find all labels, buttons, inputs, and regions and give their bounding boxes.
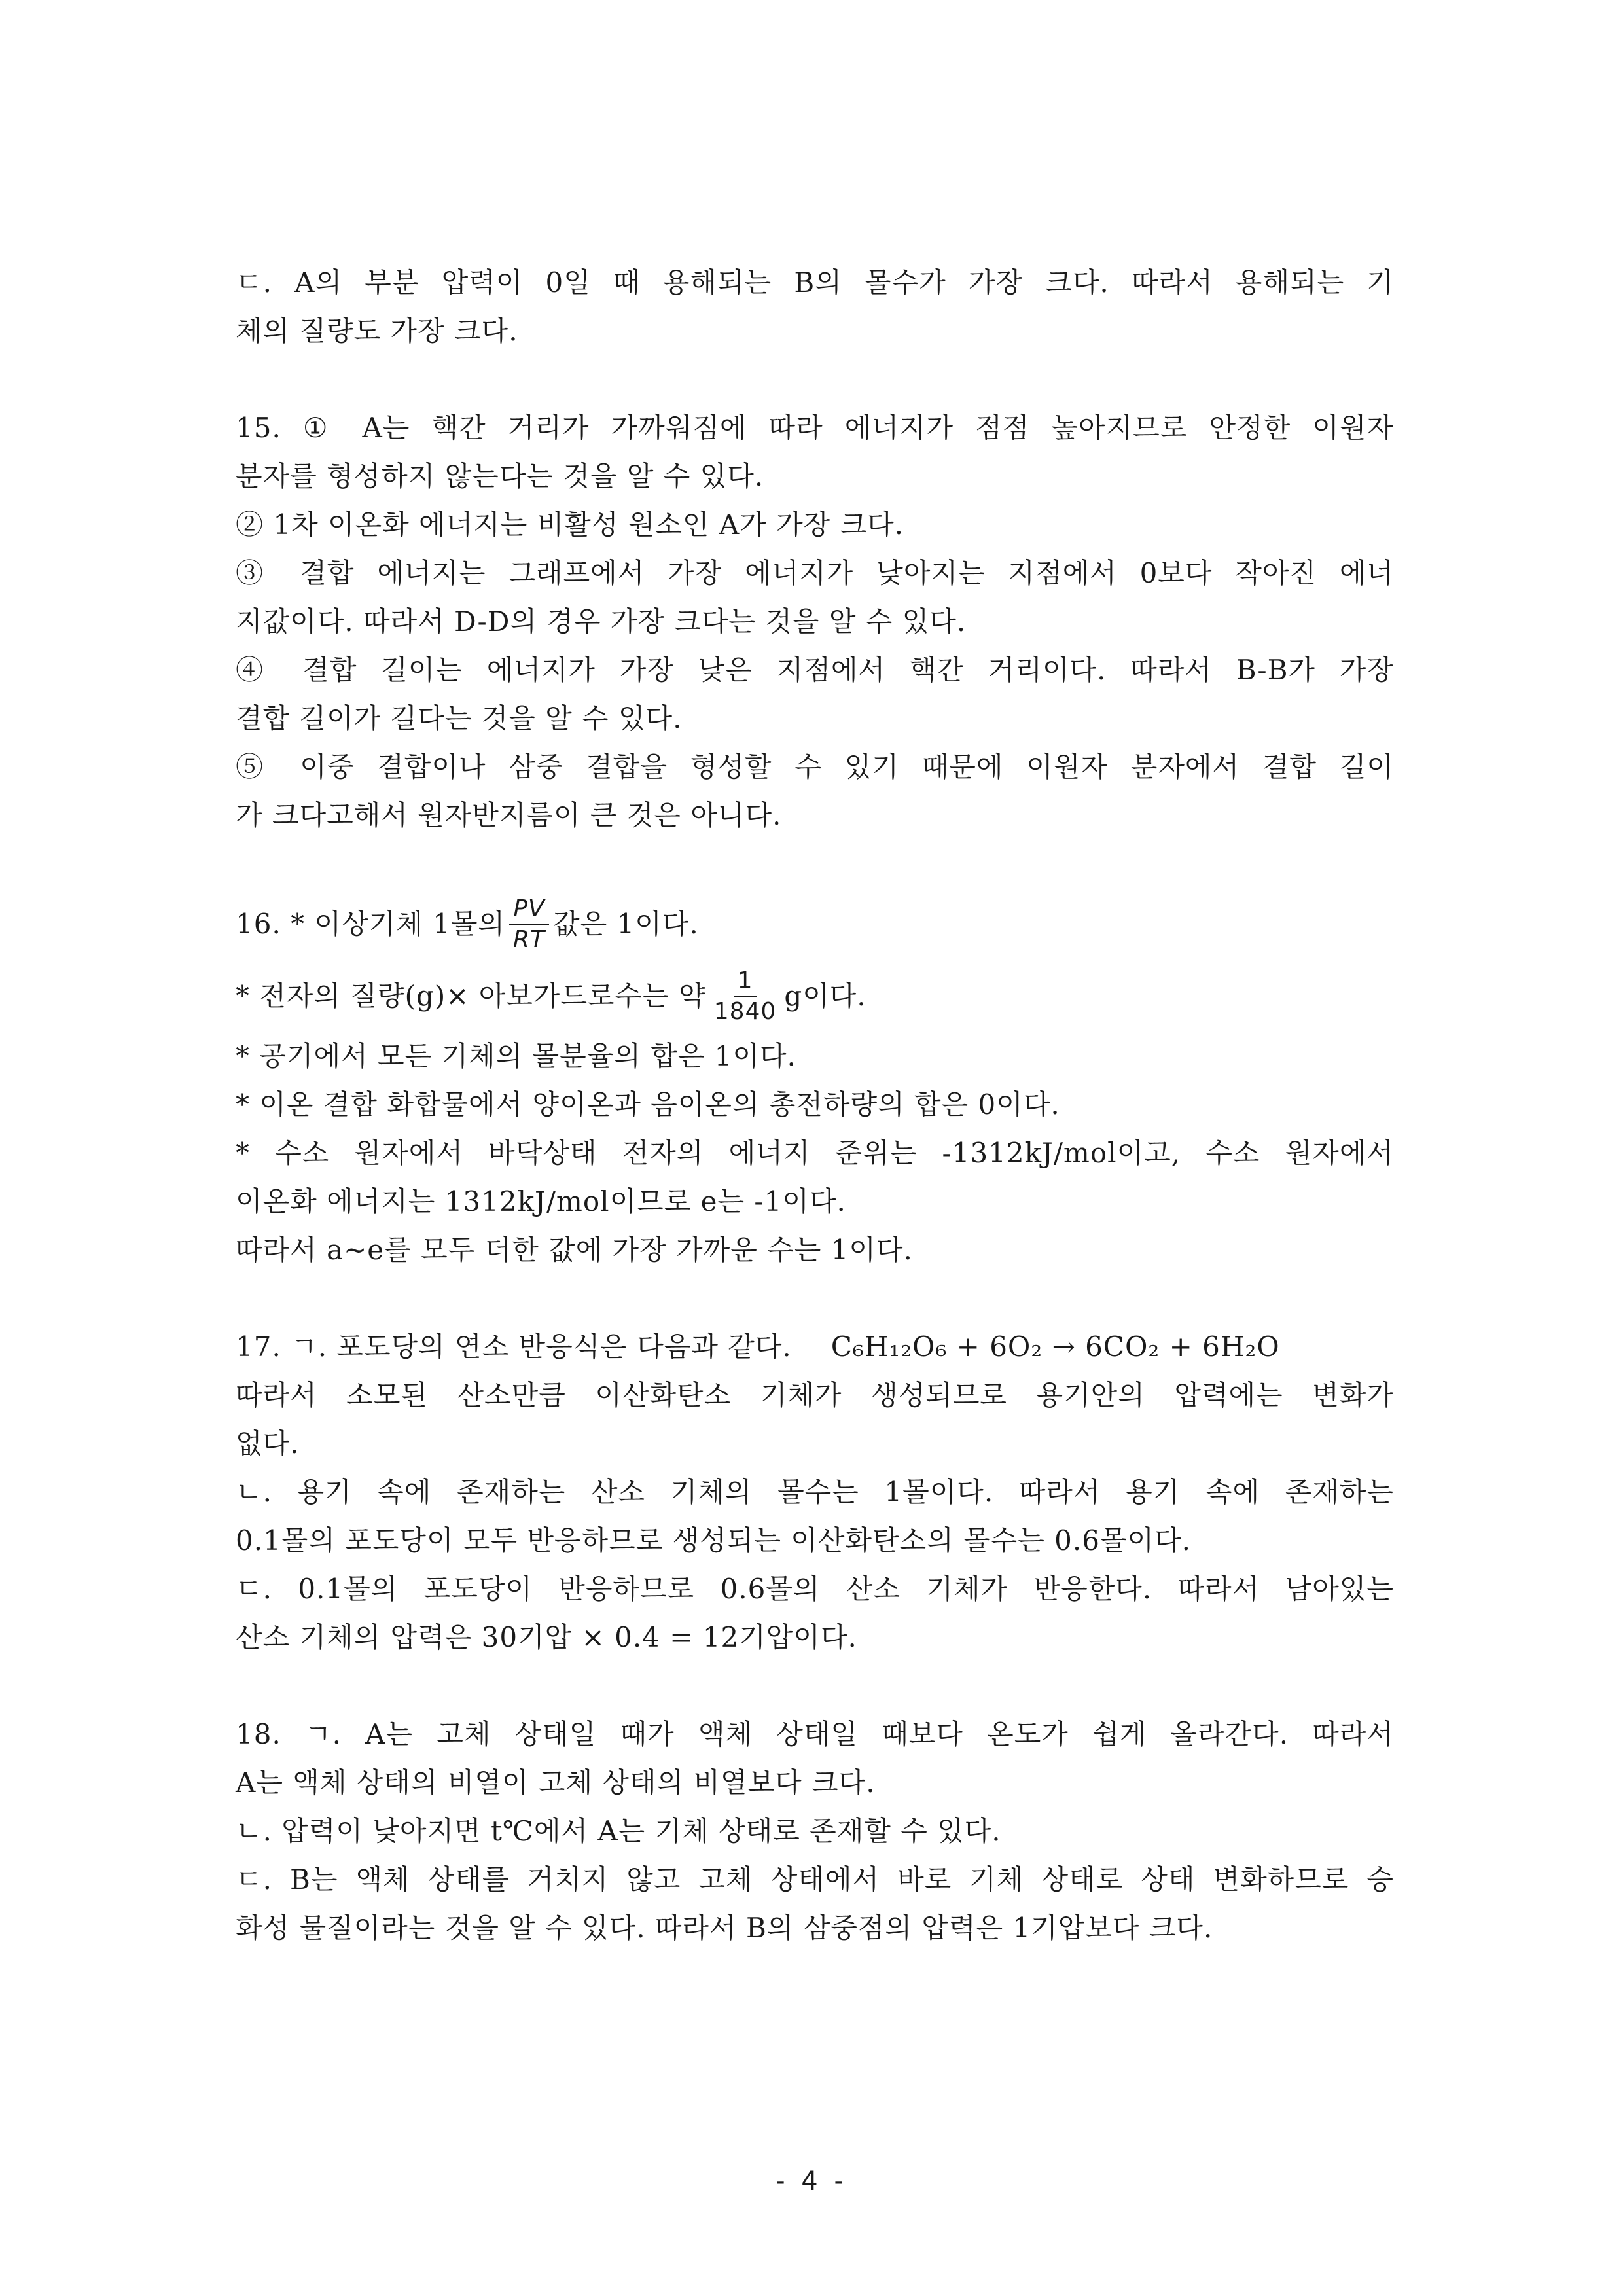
- fraction-pv-rt: [509, 896, 549, 953]
- paragraph-line: 지값이다. 따라서 D-D의 경우 가장 크다는 것을 알 수 있다.: [236, 605, 967, 637]
- q17-section: [236, 1323, 1394, 1662]
- paragraph-line: * 공기에서 모든 기체의 몰분율의 합은 1이다.: [236, 1040, 796, 1072]
- fraction-numerator: PV: [513, 895, 545, 922]
- paragraph-line: ㄴ. 용기 속에 존재하는 산소 기체의 몰수는 1몰이다. 따라서 용기 속에 존재하는: [236, 1476, 1394, 1508]
- paragraph-line: 따라서 소모된 산소만큼 이산화탄소 기체가 생성되므로 용기안의 압력에는 변화가: [236, 1379, 1394, 1411]
- paragraph-line: 0.1몰의 포도당이 모두 반응하므로 생성되는 이산화탄소의 몰수는 0.6몰이다.: [236, 1524, 1191, 1556]
- q16-line2-prefix: * 전자의 질량(g)× 아보가드로수는 약: [236, 980, 706, 1012]
- fraction-denominator: RT: [513, 925, 546, 953]
- combustion-equation: C₆H₁₂O₆ + 6O₂ → 6CO₂ + 6H₂O: [830, 1331, 1280, 1363]
- paragraph-line: 분자를 형성하지 않는다는 것을 알 수 있다.: [236, 460, 764, 492]
- paragraph-line: 체의 질량도 가장 크다.: [236, 315, 518, 347]
- q14-section: [236, 259, 1394, 355]
- fraction-denominator: 1840: [713, 997, 777, 1025]
- paragraph-line: ④ 결합 길이는 에너지가 가장 낮은 지점에서 핵간 거리이다. 따라서 B-B가 가장: [236, 654, 1394, 686]
- paragraph-line: 이온화 에너지는 1312kJ/mol이므로 e는 -1이다.: [236, 1185, 846, 1217]
- q16-section: [236, 888, 1394, 1274]
- paragraph-line: 가 크다고해서 원자반지름이 큰 것은 아니다.: [236, 799, 782, 831]
- q16-line-ideal-gas: [236, 888, 1394, 960]
- paragraph-line: 15. ① A는 핵간 거리가 가까워짐에 따라 에너지가 점점 높아지므로 안정한 이원자: [236, 412, 1394, 444]
- q16-line-electron-mass: [236, 960, 1394, 1032]
- q18-section: [236, 1710, 1394, 1952]
- paragraph-line: ㄷ. 0.1몰의 포도당이 반응하므로 0.6몰의 산소 기체가 반응한다. 따라서 남아있는: [236, 1573, 1394, 1605]
- q16-line1-prefix: 16. * 이상기체 1몰의: [236, 908, 505, 940]
- paragraph-line: ㄷ. A의 부분 압력이 0일 때 용해되는 B의 몰수가 가장 크다. 따라서 용해되는 기: [236, 266, 1394, 298]
- q17-line1-prefix: 17. ㄱ. 포도당의 연소 반응식은 다음과 같다.: [236, 1331, 792, 1363]
- paragraph-line: 화성 물질이라는 것을 알 수 있다. 따라서 B의 삼중점의 압력은 1기압보다 크다.: [236, 1912, 1213, 1944]
- paragraph-line: 없다.: [236, 1427, 300, 1460]
- paragraph-line: 산소 기체의 압력은 30기압 × 0.4 = 12기압이다.: [236, 1621, 857, 1653]
- fraction-1-1840: [710, 968, 781, 1025]
- paragraph-line: 18. ㄱ. A는 고체 상태일 때가 액체 상태일 때보다 온도가 쉽게 올라간다. 따라서: [236, 1718, 1394, 1750]
- paragraph-line: A는 액체 상태의 비열이 고체 상태의 비열보다 크다.: [236, 1767, 876, 1799]
- paragraph-line: 결합 길이가 길다는 것을 알 수 있다.: [236, 702, 683, 734]
- fraction-numerator: 1: [734, 968, 757, 997]
- paragraph-line: ⑤ 이중 결합이나 삼중 결합을 형성할 수 있기 때문에 이원자 분자에서 결합 길이: [236, 751, 1394, 783]
- q16-line1-suffix: 값은 1이다.: [553, 908, 699, 940]
- paragraph-line: ② 1차 이온화 에너지는 비활성 원소인 A가 가장 크다.: [236, 509, 904, 541]
- q17-first-line: [236, 1323, 1394, 1371]
- page-number: - 4 -: [776, 2166, 847, 2197]
- paragraph-line: ③ 결합 에너지는 그래프에서 가장 에너지가 낮아지는 지점에서 0보다 작아진 에너: [236, 557, 1394, 589]
- paragraph-line: ㄴ. 압력이 낮아지면 t℃에서 A는 기체 상태로 존재할 수 있다.: [236, 1815, 1001, 1847]
- paragraph-line: ㄷ. B는 액체 상태를 거치지 않고 고체 상태에서 바로 기체 상태로 상태 변화하므로 승: [236, 1863, 1394, 1895]
- q15-section: [236, 404, 1394, 840]
- paragraph-line: * 이온 결합 화합물에서 양이온과 음이온의 총전하량의 합은 0이다.: [236, 1088, 1060, 1121]
- q16-line2-suffix: g이다.: [784, 980, 866, 1012]
- paragraph-line: * 수소 원자에서 바닥상태 전자의 에너지 준위는 -1312kJ/mol이고, 수소 원자에서: [236, 1137, 1394, 1169]
- document-body: [236, 259, 1394, 1952]
- paragraph-line: 따라서 a~e를 모두 더한 값에 가장 가까운 수는 1이다.: [236, 1234, 913, 1266]
